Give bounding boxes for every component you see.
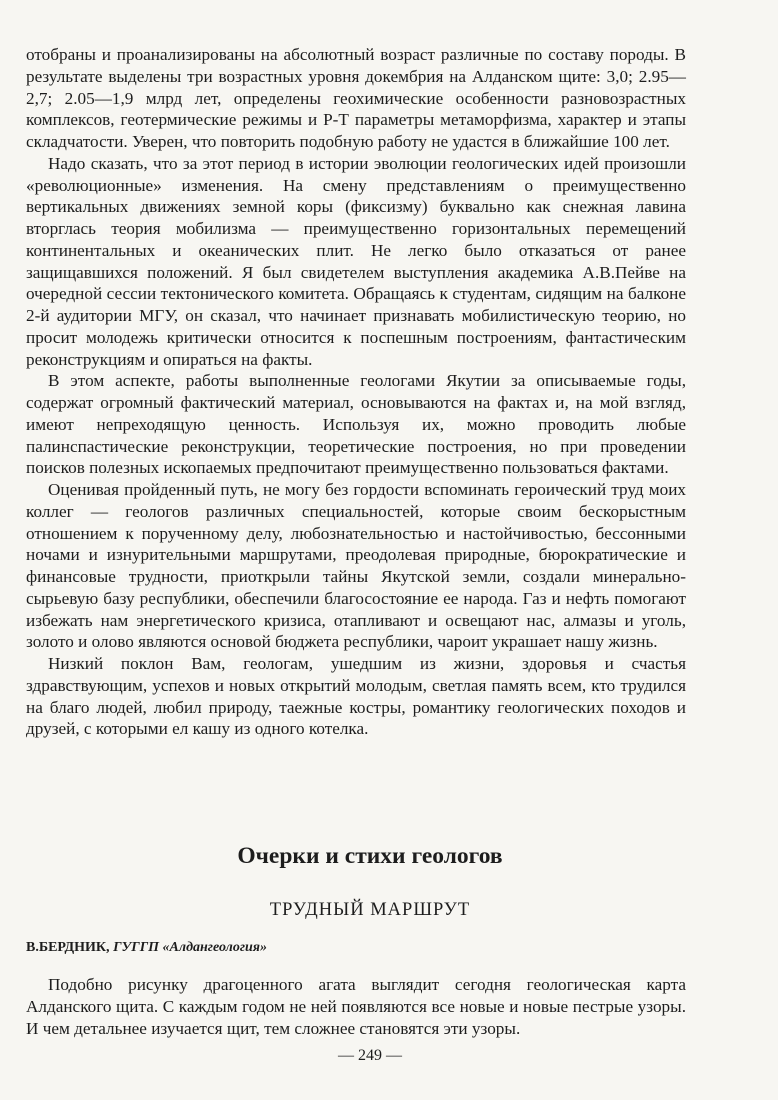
main-text: [26, 44, 686, 740]
paragraph-3: В этом аспекте, работы выполненные геологами Якутии за описываемые годы, содержат огромный фактический материал, основываются на фактах и, на мой взгляд, имеют непреходящую ценность. Используя их, можно проводить любые палинспастические реконструкции, теоретические построения, но при проведении поисков полезных ископаемых предпочитают преимущественно пользоваться фактами.: [26, 371, 686, 478]
paragraph-5: Низкий поклон Вам, геологам, ушедшим из жизни, здоровья и счастья здравствующим, успехов и новых открытий молодым, светлая память всем, кто трудился на благо людей, любил природу, таежные костры, романтику геологических походов и друзей, с которыми ел кашу из одного котелка.: [26, 654, 686, 739]
page-number: — 249 —: [338, 1047, 402, 1064]
article-paragraph: Подобно рисунку драгоценного агата выглядит сегодня геологическая карта Алданского щита. С каждым годом не ней появляются все новые и новые пестрые узоры. И чем детальнее изучается щит, тем сложнее становятся эти узоры.: [26, 975, 686, 1038]
section-title: Очерки и стихи геологов: [237, 843, 503, 869]
author-organization: ГУГГП «Алдангеология»: [113, 940, 268, 955]
paragraph-1: отобраны и проанализированы на абсолютный возраст различные по составу породы. В результате выделены три возрастных уровня докембрия на Алданском щите: 3,0; 2.95—2,7; 2.05—1,9 млрд лет, определены геохимические особенности разновозрастных комплексов, геотермические режимы и Р-Т параметры метаморфизма, характер и этапы складчатости. Уверен, что повторить подобную работу не удастся в ближайшие 100 лет.: [26, 45, 686, 151]
author-name: В.БЕРДНИК,: [26, 940, 110, 955]
paragraph-2: Надо сказать, что за этот период в истории эволюции геологических идей произошли «революционные» изменения. На смену представлениям о преимущественно вертикальных движениях земной коры (фиксизму) буквально как снежная лавина вторглась теория мобилизма — преимущественно горизонтальных перемещений континентальных и океанических плит. Не легко было отказаться от ранее защищавшихся положений. Я был свидетелем выступления академика А.В.Пейве на очередной сессии тектонического комитета. Обращаясь к студентам, сидящим на балконе 2-й аудитории МГУ, он сказал, что начинает признавать мобилистическую теорию, но просит молодежь критически относится к поспешным построениям, фантастическим реконструкциям и опираться на факты.: [26, 153, 686, 369]
paragraph-4: Оценивая пройденный путь, не могу без гордости вспоминать героический труд моих коллег — геологов различных специальностей, которые своим бескорыстным отношением к порученному делу, любознательностью и настойчивостью, бессонными ночами и изнурительными маршрутами, преодолевая природные, бюрократические и финансовые трудности, приоткрыли тайны Якутской земли, создали минерально-сырьевую базу республики, обеспечили благосостояние ее народа. Газ и нефть помогают избежать нам энергетического кризиса, отапливают и освещают нас, алмазы и уголь, золото и олово являются основой бюджета республики, чароит украшает нашу жизнь.: [26, 480, 686, 652]
article-text: [26, 974, 686, 1039]
article-title: ТРУДНЫЙ МАРШРУТ: [269, 900, 471, 920]
author-line: [26, 940, 267, 956]
